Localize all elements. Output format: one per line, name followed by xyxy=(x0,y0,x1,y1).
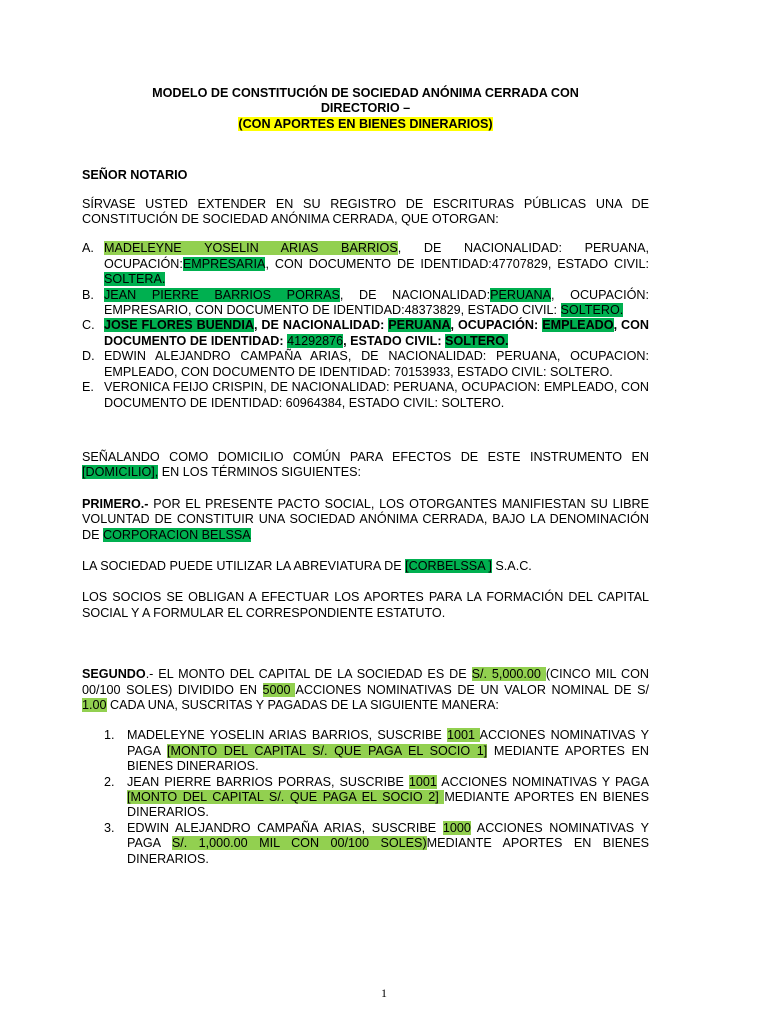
segundo-text: CADA UNA, SUSCRITAS Y PAGADAS DE LA SIGUIENTE MANERA: xyxy=(106,697,499,712)
segundo-paragraph xyxy=(82,667,649,713)
title-line-1: MODELO DE CONSTITUCIÓN DE SOCIEDAD ANÓNIMA CERRADA CON xyxy=(152,86,579,100)
subscription-text-part: ACCIONES NOMINATIVAS Y PAGA xyxy=(127,728,649,758)
capital-amount-highlight: S/. 5,000.00 xyxy=(471,667,546,682)
civil-status-highlight: SOLTERA. xyxy=(104,272,166,287)
grantor-text-part: , DE NACIONALIDAD: xyxy=(253,318,389,333)
segundo-text: ACCIONES NOMINATIVAS DE UN VALOR NOMINAL DE S/ xyxy=(295,682,650,697)
primero-text: POR EL PRESENTE PACTO SOCIAL, LOS OTORGANTES MANIFIESTAN SU LIBRE VOLUNTAD DE CONSTITUIR UNA SOCIEDAD ANÓNIMA CERRADA, BAJO LA DENOMINACIÓN DE xyxy=(82,496,649,542)
paid-amount-highlight: [MONTO DEL CAPITAL S/. QUE PAGA EL SOCIO 1] xyxy=(167,743,488,758)
abbreviation-paragraph xyxy=(82,559,649,574)
abbreviation-highlight: [CORBELSSA ] xyxy=(405,558,492,573)
grantor-text: VERONICA FEIJO CRISPIN, DE NACIONALIDAD: PERUANA, OCUPACION: EMPLEADO, CON DOCUMENTO DE IDENTIDAD: 60964384, ESTADO CIVIL: SOLTERO. xyxy=(104,380,649,410)
grantor-text-part: , CON DOCUMENTO DE IDENTIDAD:47707829, ESTADO CIVIL: xyxy=(265,256,649,271)
title-line-3 xyxy=(82,117,649,132)
title-line-2: DIRECTORIO – xyxy=(320,101,411,116)
share-count-highlight: 5000 xyxy=(262,682,296,697)
grantor-text-part: , CON DOCUMENTO DE IDENTIDAD: xyxy=(104,318,650,348)
list-marker: 2. xyxy=(104,774,115,789)
domicile-paragraph xyxy=(82,450,649,481)
document-number-highlight: 41292876 xyxy=(287,333,344,348)
grantor-text-part: , DE NACIONALIDAD: PERUANA, OCUPACIÓN: xyxy=(104,241,649,271)
heading-notario: SEÑOR NOTARIO xyxy=(82,168,188,183)
subscription-text-part: ACCIONES NOMINATIVAS Y PAGA xyxy=(127,820,649,851)
grantor-item-d xyxy=(82,349,649,380)
subscription-text-part: MEDIANTE APORTES EN BIENES DINERARIOS. xyxy=(127,790,649,820)
intro-paragraph: SÍRVASE USTED EXTENDER EN SU REGISTRO DE ESCRITURAS PÚBLICAS UNA DE CONSTITUCIÓN DE SOCIEDAD ANÓNIMA CERRADA, QUE OTORGAN: xyxy=(82,196,649,227)
segundo-label: SEGUNDO xyxy=(82,667,146,682)
abbreviation-text: LA SOCIEDAD PUEDE UTILIZAR LA ABREVIATURA DE xyxy=(82,558,406,573)
list-marker: E. xyxy=(82,380,94,395)
subscription-item-3 xyxy=(104,821,649,867)
list-marker: A. xyxy=(82,241,94,256)
grantor-text xyxy=(104,288,649,319)
grantor-item-e xyxy=(82,380,649,411)
subscription-text xyxy=(127,775,649,821)
subscription-text-part: ACCIONES NOMINATIVAS Y PAGA xyxy=(436,774,650,789)
domicile-text: SEÑALANDO COMO DOMICILIO COMÚN PARA EFECTOS DE ESTE INSTRUMENTO EN xyxy=(82,449,649,464)
domicile-text: EN LOS TÉRMINOS SIGUIENTES: xyxy=(158,465,361,480)
subscriptions-list xyxy=(82,728,649,867)
grantor-text xyxy=(104,318,649,349)
grantor-text xyxy=(104,241,649,287)
subscription-item-1 xyxy=(104,728,649,774)
list-marker: B. xyxy=(82,287,94,302)
document-title xyxy=(82,86,649,132)
page-number: 1 xyxy=(381,986,387,1000)
primero-label: PRIMERO.- xyxy=(82,496,149,511)
subscription-item-2 xyxy=(104,775,649,821)
subscription-text xyxy=(127,728,649,774)
occupation-highlight: EMPLEADO xyxy=(542,318,614,333)
nationality-highlight: PERUANA xyxy=(388,318,451,333)
subscription-text-part: MEDIANTE APORTES EN BIENES DINERARIOS. xyxy=(127,836,649,866)
grantor-item-c xyxy=(82,318,649,349)
segundo-text: .- EL MONTO DEL CAPITAL DE LA SOCIEDAD ES DE xyxy=(145,667,472,682)
subscription-text xyxy=(127,821,649,867)
civil-status-highlight: SOLTERO. xyxy=(445,333,509,348)
primero-paragraph xyxy=(82,497,649,543)
subscribed-shares-highlight: 1000 xyxy=(442,820,471,835)
grantor-text-part: , ESTADO CIVIL: xyxy=(343,333,446,348)
nationality-highlight: PERUANA xyxy=(490,287,552,302)
grantors-list xyxy=(82,241,649,410)
paid-amount-highlight: [MONTO DEL CAPITAL S/. QUE PAGA EL SOCIO 2] xyxy=(127,790,445,804)
civil-status-highlight: SOLTERO. xyxy=(560,303,624,318)
grantor-name-highlight: JOSE FLORES BUENDIA xyxy=(104,318,254,333)
subscription-text-part: JEAN PIERRE BARRIOS PORRAS, SUSCRIBE xyxy=(127,774,409,789)
grantor-name-highlight: JEAN PIERRE BARRIOS PORRAS xyxy=(104,287,340,302)
nominal-value-highlight: 1.00 xyxy=(82,697,107,712)
segundo-text: (CINCO MIL CON 00/100 SOLES) DIVIDIDO EN xyxy=(82,667,649,697)
title-line-3-highlight: (CON APORTES EN BIENES DINERARIOS) xyxy=(238,116,493,131)
grantor-text: EDWIN ALEJANDRO CAMPAÑA ARIAS, DE NACIONALIDAD: PERUANA, OCUPACION: EMPLEADO, CON DOCUMENTO DE IDENTIDAD: 70153933, ESTADO CIVIL: SOLTERO. xyxy=(104,349,649,379)
company-name-highlight: CORPORACION BELSSA xyxy=(103,527,251,542)
grantor-name-highlight: MADELEYNE YOSELIN ARIAS BARRIOS xyxy=(104,241,398,256)
domicile-highlight: [DOMICILIO], xyxy=(82,465,159,480)
list-marker: D. xyxy=(82,349,95,364)
list-marker: 1. xyxy=(104,728,115,743)
paid-amount-highlight: S/. 1,000.00 MIL CON 00/100 SOLES) xyxy=(171,836,427,851)
subscribed-shares-highlight: 1001 xyxy=(408,774,437,789)
list-marker: 3. xyxy=(104,820,115,835)
grantor-item-a xyxy=(82,241,649,287)
grantor-text-part: , OCUPACIÓN: xyxy=(450,318,543,333)
grantor-item-b xyxy=(82,288,649,319)
list-marker: C. xyxy=(82,318,95,333)
subscription-text-part: MADELEYNE YOSELIN ARIAS BARRIOS, SUSCRIBE xyxy=(127,728,448,743)
subscription-text-part: MEDIANTE APORTES EN BIENES DINERARIOS. xyxy=(127,743,649,774)
subscription-text-part: EDWIN ALEJANDRO CAMPAÑA ARIAS, SUSCRIBE xyxy=(127,820,443,835)
obligations-paragraph: LOS SOCIOS SE OBLIGAN A EFECTUAR LOS APORTES PARA LA FORMACIÓN DEL CAPITAL SOCIAL Y A FORMULAR EL CORRESPONDIENTE ESTATUTO. xyxy=(82,590,649,620)
subscribed-shares-highlight: 1001 xyxy=(447,728,480,743)
grantor-text-part: , DE NACIONALIDAD: xyxy=(339,287,491,302)
occupation-highlight: EMPRESARIA xyxy=(182,256,266,271)
grantor-text-part: , OCUPACIÓN: EMPRESARIO, CON DOCUMENTO DE IDENTIDAD:48373829, ESTADO CIVIL: xyxy=(104,287,649,318)
document-body xyxy=(82,86,649,867)
abbreviation-text: S.A.C. xyxy=(491,558,532,573)
